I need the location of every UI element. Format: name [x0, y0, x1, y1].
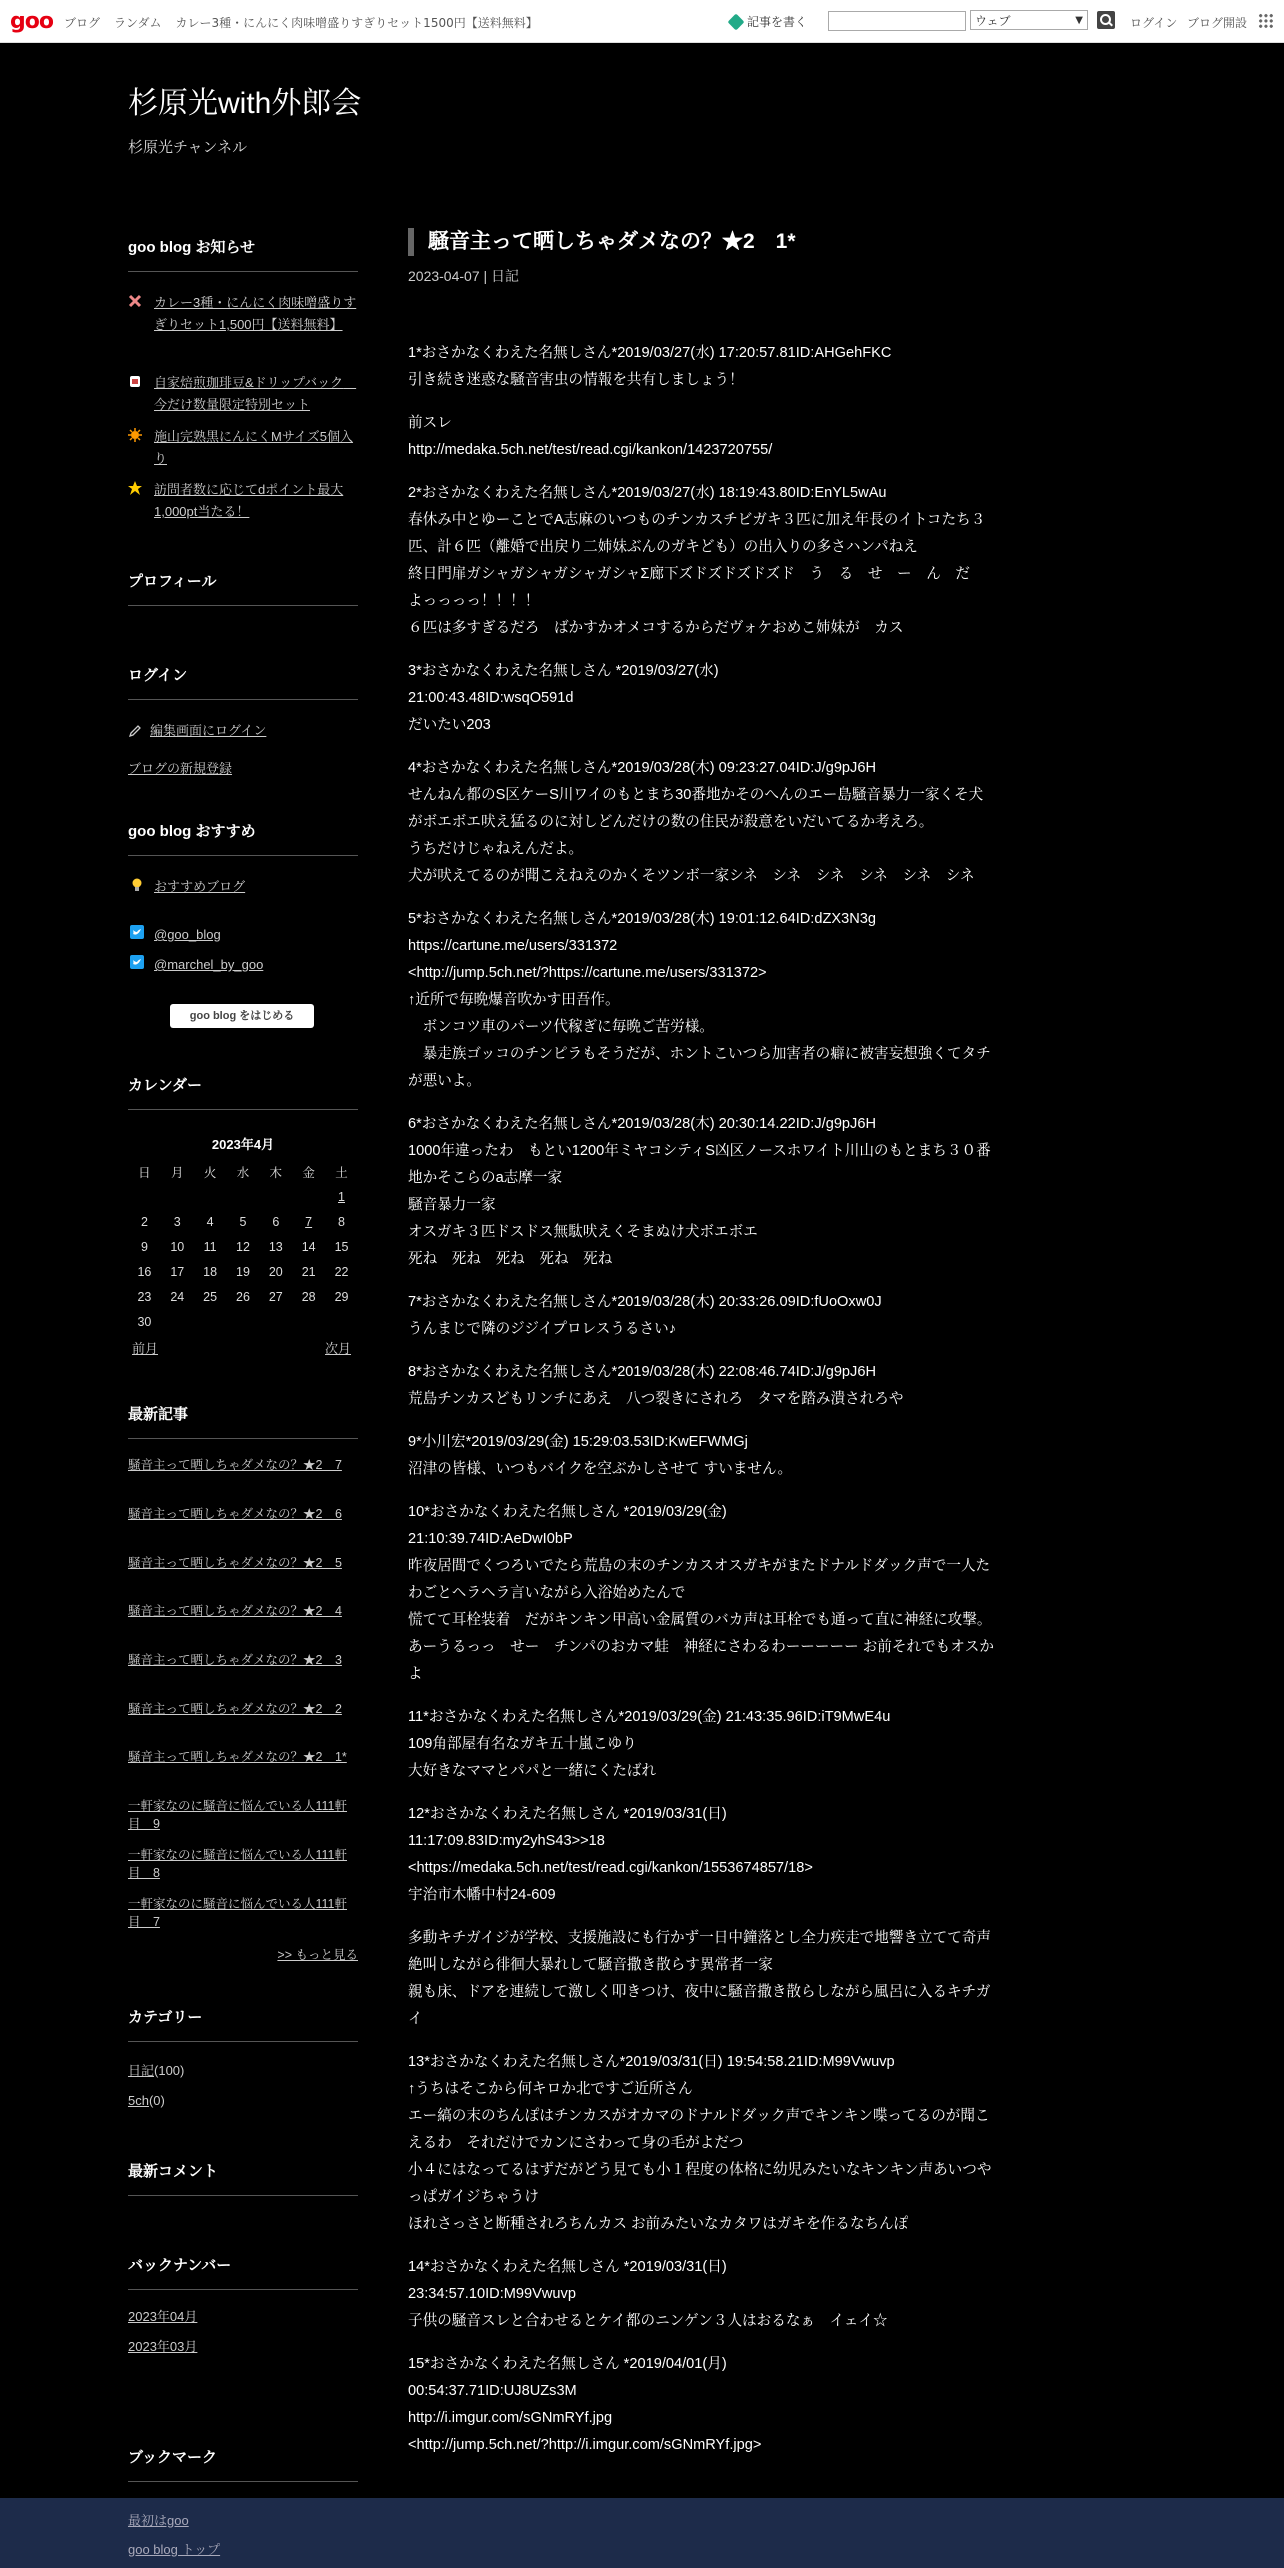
calendar-weekday: 水 [236, 1165, 250, 1180]
calendar-weekday: 土 [335, 1165, 348, 1180]
recent-post-link[interactable]: 一軒家なのに騒音に悩んでいる人111軒目 7 [128, 1897, 348, 1929]
calendar-day [161, 1184, 194, 1209]
nav-blog[interactable]: ブログ [64, 16, 101, 30]
calendar-day: 4 [206, 1214, 214, 1229]
post-paragraph: 6*おさかなくわえた名無しさん*2019/03/28(木) 20:30:14.22ID:J/g9pJ6H 1000年違ったわ もとい1200年ミヤコシティS凶区ノースホワイト川山のもとまち３０番地かそこらのa志摩一家 騒音暴力一家 オスガキ３匹ドスドス無駄吠えくそまぬけ犬ボエボエ 死ね 死ね 死ね 死ね 死ね [408, 1116, 991, 1267]
nav-random[interactable]: ランダム [114, 16, 162, 30]
recommend-blog-link[interactable]: おすすめブログ [154, 879, 246, 894]
post-paragraph: 14*おさかなくわえた名無しさん *2019/03/31(日) 23:34:57.10ID:M99Vwuvp 子供の騒音スレと合わせるとケイ都のニンゲン３人はおるなぁ イェイ☆ [408, 2259, 888, 2329]
calendar-next-link[interactable]: 次月 [325, 1341, 352, 1356]
recommend-heading: goo blog おすすめ [128, 820, 358, 856]
calendar-day: 5 [239, 1214, 247, 1229]
pencil-icon [128, 724, 142, 738]
post-paragraph: 12*おさかなくわえた名無しさん *2019/03/31(日) 11:17:09.83ID:my2yhS43>>18 <https://medaka.5ch.net/test/read.cgi/kankon/1553674857/18> 宇治市木幡中村24-609 [408, 1806, 813, 1903]
calendar-day: 12 [236, 1239, 250, 1254]
twitter-link-marchel[interactable]: @marchel_by_goo [154, 957, 264, 972]
calendar-day [194, 1184, 227, 1209]
search-input[interactable] [828, 11, 966, 31]
search-scope-value: ウェブ [975, 14, 1011, 28]
calendar-day: 10 [170, 1239, 185, 1254]
blog-title[interactable]: 杉原光with外郎会 [128, 87, 362, 120]
calendar-day [194, 1309, 227, 1334]
category-count: (100) [154, 2063, 185, 2078]
notice-item[interactable]: カレー3種・にんにく肉味噌盛りすぎりセット1,500円【送料無料】 [154, 295, 357, 332]
search-scope-select[interactable] [970, 10, 1088, 30]
calendar-day: 13 [268, 1239, 283, 1254]
calendar-day: 22 [334, 1264, 349, 1279]
calendar-day-link[interactable]: 7 [305, 1214, 313, 1229]
calendar-day: 28 [301, 1289, 316, 1304]
calendar-day: 23 [137, 1289, 152, 1304]
twitter-icon [130, 955, 144, 969]
calendar-day: 2 [140, 1214, 148, 1229]
notice-heading: goo blog お知らせ [128, 236, 358, 272]
calendar-day-link[interactable]: 1 [338, 1189, 345, 1204]
calendar-day: 20 [268, 1264, 283, 1279]
notice-item[interactable]: 自家焙煎珈琲豆&ドリップバック 今だけ数量限定特別セット [154, 375, 357, 412]
post-category-link[interactable]: 日記 [491, 268, 520, 284]
goo-logo[interactable]: goo [10, 9, 53, 34]
category-item [128, 2090, 165, 2112]
bookmark-heading: ブックマーク [128, 2446, 358, 2482]
backnumber-link[interactable]: 2023年03月 [128, 2339, 198, 2354]
calendar-weekday: 火 [203, 1165, 217, 1180]
calendar-day: 17 [170, 1264, 185, 1279]
bottom-bar [0, 2498, 1284, 2568]
open-blog-link[interactable]: ブログ開設 [1187, 16, 1248, 30]
coffee-icon [128, 374, 142, 388]
calendar-day: 21 [301, 1264, 316, 1279]
post-paragraph: 5*おさかなくわえた名無しさん*2019/03/28(木) 19:01:12.64ID:dZX3N3g https://cartune.me/users/331372 <http://jump.5ch.net/?https://cartune.me/users/331372> ↑近所で毎晩爆音吹かす田吾作。 ボンコツ車のパーツ代稼ぎに毎晩ご苦労様。 暴走族ゴッコのチンピラもそうだが、ホントこいつら加害者の癖に被害妄想強くてタチが悪いよ。 [408, 911, 991, 1089]
calendar-day: 15 [334, 1239, 349, 1254]
calendar-day [259, 1184, 292, 1209]
recent-post-link[interactable]: 騒音主って晒しちゃダメなの？★2 5 [128, 1556, 342, 1570]
login-heading: ログイン [128, 664, 358, 700]
write-post-link[interactable] [730, 13, 807, 30]
post-title[interactable]: 騒音主って晒しちゃダメなの？★2 1* [408, 228, 796, 256]
start-blog-button[interactable]: goo blog をはじめる [170, 1004, 314, 1028]
post-paragraph: 2*おさかなくわえた名無しさん*2019/03/27(水) 18:19:43.80ID:EnYL5wAu 春休み中とゆーことでA志麻のいつものチンカスチビガキ３匹に加え年長のイトコたち３匹、計６匹（離婚で出戻り二姉妹ぶんのガキども）の出入りの多さハンパねえ 終日門扉ガシャガシャガシャガシャΣ廊下ズドズドズドズド う る せ ー ん だ よっっっっ！！！！ ６匹は多すぎるだろ ばかすかオメコするからだヴォケおめこ姉妹が カス [408, 485, 986, 636]
recent-post-link[interactable]: 騒音主って晒しちゃダメなの？★2 2 [128, 1702, 342, 1716]
write-post-label: 記事を書く [747, 15, 808, 29]
calendar-day [227, 1309, 260, 1334]
calendar-month: 2023年4月 [211, 1137, 275, 1152]
calendar-day [292, 1309, 325, 1334]
post-paragraph: 9*小川宏*2019/03/29(金) 15:29:03.53ID:KwEFWMGj 沼津の皆様、いつもバイクを空ぶかしさせて すいません。 [408, 1434, 793, 1477]
post-paragraph: 11*おさかなくわえた名無しさん*2019/03/29(金) 21:43:35.96ID:iT9MwE4u 109角部屋有名なガキ五十嵐こゆり 大好きなママとパパと一緒にくたばれ [408, 1709, 891, 1779]
twitter-link-goo-blog[interactable]: @goo_blog [154, 927, 221, 942]
calendar-day [227, 1184, 260, 1209]
calendar-day: 6 [272, 1214, 280, 1229]
notice-item[interactable]: 施山完熟黒にんにくMサイズ5個入り [154, 429, 354, 466]
post-meta [408, 266, 519, 286]
recent-heading: 最新記事 [128, 1403, 358, 1439]
calendar-day: 11 [203, 1239, 217, 1254]
global-header [0, 0, 1284, 43]
post-body [408, 340, 994, 2475]
blog-description: 杉原光チャンネル [128, 139, 248, 156]
calendar-day: 3 [173, 1214, 181, 1229]
post-paragraph: 1*おさかなくわえた名無しさん*2019/03/27(水) 17:20:57.81ID:AHGehFKC 引き続き迷惑な騒音害虫の情報を共有しましょう！ [408, 345, 892, 388]
calendar-day: 19 [236, 1264, 250, 1279]
lightbulb-icon [131, 878, 143, 892]
calendar [128, 1134, 358, 1334]
backnumber-heading: バックナンバー [128, 2254, 358, 2290]
calendar-day: 9 [140, 1239, 148, 1254]
new-blog-link[interactable]: ブログの新規登録 [128, 761, 233, 776]
post-paragraph: 3*おさかなくわえた名無しさん *2019/03/27(水) 21:00:43.48ID:wsqO591d だいたい203 [408, 663, 719, 733]
calendar-day: 30 [137, 1314, 152, 1329]
calendar-day: 14 [301, 1239, 316, 1254]
post-paragraph: 4*おさかなくわえた名無しさん*2019/03/28(木) 09:23:27.04ID:J/g9pJ6H せんねん都のS区ケーS川ワイのもとまち30番地かそのへんのエー島騒音暴力一家くそ犬がボエボエ吠え猛るのに対しどんだけの数の住民が殺意をいだいてるか考えろ。 うちだけじゃねえんだよ。 犬が吠えてるのが聞こえねえのかくそツンボ一家シネ シネ シネ シネ シネ シネ [408, 760, 984, 884]
nav-promo[interactable]: カレー3種・にんにく肉味噌盛りすぎりセット1500円【送料無料】 [175, 16, 538, 30]
category-link[interactable]: 5ch [128, 2093, 149, 2108]
notice-item[interactable]: 訪問者数に応じてdポイント最大1,000pt当たる！ [154, 482, 344, 519]
recent-post-link[interactable]: 騒音主って晒しちゃダメなの？★2 3 [128, 1653, 342, 1667]
search-button[interactable] [1097, 11, 1115, 29]
login-link[interactable]: ログイン [1130, 16, 1178, 30]
post-paragraph: 多動キチガイジが学校、支援施設にも行かず一日中鐘落とし全力疾走で地響き立てて奇声絶叫しながら徘徊大暴れして騒音撒き散らす異常者一家 親も床、ドアを連続して激しく叩きつけ、夜中に騒音撒き散らしながら風呂に入るキチガイ [408, 1930, 992, 2027]
calendar-weekday: 月 [171, 1165, 184, 1180]
calendar-day: 26 [236, 1289, 250, 1304]
post-paragraph: 8*おさかなくわえた名無しさん*2019/03/28(木) 22:08:46.74ID:J/g9pJ6H 荒島チンカスどもリンチにあえ 八つ裂きにされろ タマを踏み潰されろや [408, 1364, 904, 1407]
calendar-day [325, 1309, 358, 1334]
apps-grid-icon[interactable] [1258, 13, 1274, 29]
profile-heading: プロフィール [128, 570, 358, 606]
meta-separator: | [483, 268, 488, 284]
chevron-down-icon: ▼ [1075, 15, 1083, 26]
post-paragraph: 10*おさかなくわえた名無しさん *2019/03/29(金) 21:10:39.74ID:AeDwI0bP 昨夜居間でくつろいでたら荒島の末のチンカスオスガキがまたドナルドダック声で一人たわごとヘラヘラ言いながら入浴始めたんで 慌てて耳栓装着 だがキンキン甲高い金属質のバカ声は耳栓でも通って直に神経に攻撃。 あーうるっっ せー チンパのおカマ蛙 神経にさわるわーーーーー お前それでもオスかよ [408, 1504, 994, 1682]
recent-post-link[interactable]: 騒音主って晒しちゃダメなの？★2 1* [128, 1750, 347, 1764]
calendar-day: 8 [338, 1214, 345, 1229]
post-date-link[interactable]: 2023-04-07 [408, 268, 480, 284]
category-heading: カテゴリー [128, 2006, 358, 2042]
footer-link[interactable]: 最初はgoo [128, 2513, 189, 2528]
recent-post-link[interactable]: 一軒家なのに騒音に悩んでいる人111軒目 8 [128, 1848, 348, 1880]
login-edit-link[interactable]: 編集画面にログイン [150, 723, 267, 738]
star-icon [128, 481, 142, 495]
category-link[interactable]: 日記 [128, 2063, 155, 2078]
backnumber-link[interactable]: 2023年04月 [128, 2309, 198, 2324]
sun-icon [128, 428, 142, 442]
calendar-day [259, 1309, 292, 1334]
recent-post-link[interactable]: 一軒家なのに騒音に悩んでいる人111軒目 9 [128, 1799, 348, 1831]
calendar-heading: カレンダー [128, 1074, 358, 1110]
calendar-day: 18 [203, 1264, 218, 1279]
twitter-icon [130, 925, 144, 939]
post-paragraph: 前スレ http://medaka.5ch.net/test/read.cgi/kankon/1423720755/ [408, 415, 773, 458]
pencil-icon [728, 14, 745, 31]
footer-link[interactable]: goo blog トップ [128, 2542, 221, 2557]
category-count: (0) [148, 2093, 165, 2108]
calendar-day: 16 [137, 1264, 152, 1279]
calendar-day: 29 [334, 1289, 349, 1304]
global-nav [64, 14, 538, 31]
calendar-day [292, 1184, 325, 1209]
calendar-table [128, 1159, 358, 1334]
calendar-day [161, 1309, 194, 1334]
recent-post-link[interactable]: 騒音主って晒しちゃダメなの？★2 7 [128, 1458, 342, 1472]
calendar-day: 25 [203, 1289, 218, 1304]
calendar-weekday: 金 [302, 1165, 315, 1180]
calendar-weekday: 木 [269, 1165, 283, 1180]
calendar-weekday: 日 [138, 1165, 151, 1180]
category-item [128, 2060, 184, 2082]
recent-post-link[interactable]: 騒音主って晒しちゃダメなの？★2 4 [128, 1604, 342, 1618]
more-posts-link[interactable]: >> もっと見る [277, 1948, 358, 1962]
cross-icon [128, 294, 142, 308]
post-paragraph: 7*おさかなくわえた名無しさん*2019/03/28(木) 20:33:26.09ID:fUoOxw0J うんまじで隣のジジイプロレスうるさい♪ [408, 1294, 882, 1337]
post-paragraph: 15*おさかなくわえた名無しさん *2019/04/01(月) 00:54:37.71ID:UJ8UZs3M http://i.imgur.com/sGNmRYf.jpg <http://jump.5ch.net/?http://i.imgur.com/sGNmRYf.jpg> [408, 2356, 762, 2453]
calendar-day: 24 [170, 1289, 185, 1304]
calendar-day [128, 1184, 161, 1209]
post-paragraph: 13*おさかなくわえた名無しさん*2019/03/31(日) 19:54:58.21ID:M99Vwuvp ↑うちはそこから何キロか北ですご近所さん エー縞の末のちんぽはチンカスがオカマのドナルドダック声でキンキン喋ってるのが聞こえるわ それだけでカンにさわって身の毛がよだつ 小４にはなってるはずだがどう見ても小１程度の体格に幼児みたいなキンキン声あいつやっぱガイジちゃうけ ほれさっさと断種されろちんカス お前みたいなカタワはガキを作るなちんぽ [408, 2054, 992, 2232]
calendar-day: 27 [268, 1289, 283, 1304]
calendar-prev-link[interactable]: 前月 [132, 1341, 159, 1356]
recent-post-link[interactable]: 騒音主って晒しちゃダメなの？★2 6 [128, 1507, 342, 1521]
comment-heading: 最新コメント [128, 2160, 358, 2196]
